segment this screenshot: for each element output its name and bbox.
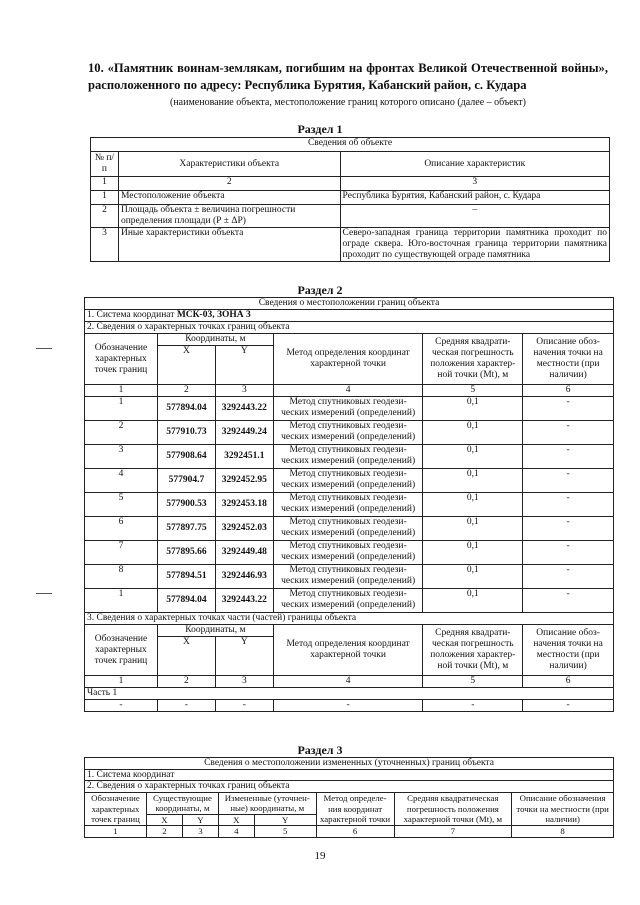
row-description: – xyxy=(340,205,609,228)
index-cell: 6 xyxy=(523,676,614,688)
header-method: Метод определения координат характерной точки xyxy=(273,334,423,385)
table-row xyxy=(85,421,614,445)
index-cell: 8 xyxy=(512,826,614,838)
header-y: Y xyxy=(215,346,273,385)
section-3-title: Раздел 3 xyxy=(297,743,343,757)
header-point-description: Описание обоз-начения точки на местности (при наличии) xyxy=(523,625,614,676)
error-cell: 0,1 xyxy=(423,421,523,445)
method-cell: Метод спутниковых геодези-ческих измерений (определений) xyxy=(273,589,423,613)
header-characteristic: Характеристики объекта xyxy=(118,152,340,177)
coord-x: 577894.04 xyxy=(157,589,215,613)
part-cell: - xyxy=(423,700,523,712)
table-row xyxy=(85,469,614,493)
table-row xyxy=(85,541,614,565)
index-cell: 3 xyxy=(182,826,218,838)
coord-y: 3292443.22 xyxy=(215,589,273,613)
error-cell: 0,1 xyxy=(423,445,523,469)
method-cell: Метод спутниковых геодези-ческих измерений (определений) xyxy=(273,397,423,421)
index-cell: 2 xyxy=(157,385,215,397)
description-cell: - xyxy=(523,493,614,517)
section-2-table xyxy=(84,297,614,712)
section-1-title: Раздел 1 xyxy=(297,122,343,136)
header-changed-coordinates: Измененные (уточнен-ные) координаты, м xyxy=(218,792,316,814)
point-id: 3 xyxy=(85,445,158,469)
header-x: X xyxy=(218,814,254,826)
header-x: X xyxy=(157,346,215,385)
index-cell: 6 xyxy=(523,385,614,397)
description-cell: - xyxy=(523,469,614,493)
description-cell: - xyxy=(523,517,614,541)
row-description: Северо-западная граница территории памятника проходит по ограде сквера. Юго-восточная граница территории памятника проходит по существующей ограде памятника xyxy=(340,228,609,262)
index-cell: 1 xyxy=(85,676,158,688)
coord-x: 577900.53 xyxy=(157,493,215,517)
point-id: 7 xyxy=(85,541,158,565)
index-cell: 1 xyxy=(91,177,119,191)
table-row xyxy=(91,205,610,228)
description-cell: - xyxy=(523,421,614,445)
description-cell: - xyxy=(523,445,614,469)
header-error: Средняя квадрати-ческая погрешность положения характер-ной точки (Mt), м xyxy=(423,334,523,385)
section-3-table xyxy=(84,757,614,838)
index-cell: 3 xyxy=(215,385,273,397)
point-id: 6 xyxy=(85,517,158,541)
header-description: Описание характеристик xyxy=(340,152,609,177)
header-x: X xyxy=(146,814,182,826)
row-number: 2 xyxy=(91,205,119,228)
header-point-description: Описание обозначения точки на местности (при наличии) xyxy=(512,792,614,826)
index-cell: 4 xyxy=(218,826,254,838)
header-point: Обозначение характерных точек границ xyxy=(85,334,158,385)
index-cell: 5 xyxy=(423,676,523,688)
table-row xyxy=(85,493,614,517)
coord-x: 577897.75 xyxy=(157,517,215,541)
object-subnote: (наименование объекта, местоположение границ которого описано (далее – объект) xyxy=(169,97,527,108)
point-id: 1 xyxy=(85,589,158,613)
table-row xyxy=(85,445,614,469)
table-row xyxy=(85,589,614,613)
header-point: Обозначение характерных точек границ xyxy=(85,792,147,826)
coordinate-system-label: 1. Система координат xyxy=(87,310,177,320)
row-characteristic: Иные характеристики объекта xyxy=(118,228,340,262)
coord-y: 3292443.22 xyxy=(215,397,273,421)
part-cell: - xyxy=(85,700,158,712)
row-number: 1 xyxy=(91,191,119,205)
point-id: 5 xyxy=(85,493,158,517)
index-cell: 2 xyxy=(118,177,340,191)
section-2-title: Раздел 2 xyxy=(297,283,343,297)
index-cell: 6 xyxy=(316,826,394,838)
points-body xyxy=(85,397,614,613)
coord-y: 3292451.1 xyxy=(215,445,273,469)
coord-y: 3292452.03 xyxy=(215,517,273,541)
points-label: 2. Сведения о характерных точках границ объекта xyxy=(85,322,614,334)
error-cell: 0,1 xyxy=(423,565,523,589)
point-id: 4 xyxy=(85,469,158,493)
index-cell: 5 xyxy=(254,826,316,838)
section-3-caption: Сведения о местоположении измененных (уточненных) границ объекта xyxy=(85,758,614,770)
part-cell: - xyxy=(523,700,614,712)
coord-y: 3292452.95 xyxy=(215,469,273,493)
error-cell: 0,1 xyxy=(423,541,523,565)
section-1-table xyxy=(90,137,610,262)
index-cell: 2 xyxy=(146,826,182,838)
table-row xyxy=(85,517,614,541)
description-cell: - xyxy=(523,541,614,565)
method-cell: Метод спутниковых геодези-ческих измерений (определений) xyxy=(273,493,423,517)
method-cell: Метод спутниковых геодези-ческих измерений (определений) xyxy=(273,517,423,541)
part-label: 3. Сведения о характерных точках части (частей) границы объекта xyxy=(85,613,614,625)
index-cell: 3 xyxy=(215,676,273,688)
error-cell: 0,1 xyxy=(423,589,523,613)
error-cell: 0,1 xyxy=(423,493,523,517)
point-id: 1 xyxy=(85,397,158,421)
index-cell: 4 xyxy=(273,385,423,397)
page-number: 19 xyxy=(314,850,326,862)
part-cell: - xyxy=(215,700,273,712)
header-coordinates: Координаты, м xyxy=(157,334,273,346)
row-description: Республика Бурятия, Кабанский район, с. Кудара xyxy=(340,191,609,205)
index-cell: 7 xyxy=(394,826,512,838)
method-cell: Метод спутниковых геодези-ческих измерений (определений) xyxy=(273,541,423,565)
coord-y: 3292449.48 xyxy=(215,541,273,565)
table-row xyxy=(85,397,614,421)
row-number: 3 xyxy=(91,228,119,262)
description-cell: - xyxy=(523,397,614,421)
header-coordinates: Координаты, м xyxy=(157,625,273,637)
method-cell: Метод спутниковых геодези-ческих измерений (определений) xyxy=(273,421,423,445)
header-existing-coordinates: Существующие координаты, м xyxy=(146,792,218,814)
coord-y: 3292453.18 xyxy=(215,493,273,517)
coord-x: 577908.64 xyxy=(157,445,215,469)
part-cell: - xyxy=(273,700,423,712)
binding-mark xyxy=(36,348,52,349)
table-row xyxy=(91,228,610,262)
description-cell: - xyxy=(523,565,614,589)
coord-x: 577904.7 xyxy=(157,469,215,493)
coord-y: 3292449.24 xyxy=(215,421,273,445)
header-point: Обозначение характерных точек границ xyxy=(85,625,158,676)
method-cell: Метод спутниковых геодези-ческих измерений (определений) xyxy=(273,469,423,493)
error-cell: 0,1 xyxy=(423,397,523,421)
header-number: № п/п xyxy=(91,152,119,177)
table-row xyxy=(85,565,614,589)
table-row xyxy=(91,191,610,205)
index-cell: 5 xyxy=(423,385,523,397)
point-id: 8 xyxy=(85,565,158,589)
header-y: Y xyxy=(254,814,316,826)
section-1-caption: Сведения об объекте xyxy=(91,138,610,152)
header-point-description: Описание обоз-начения точки на местности (при наличии) xyxy=(523,334,614,385)
coord-y: 3292446.93 xyxy=(215,565,273,589)
index-cell: 1 xyxy=(85,385,158,397)
object-heading: 10. «Памятник воинам-землякам, погибшим на фронтах Великой Отечественной войны», расположенного по адресу: Республика Бурятия, Кабанский район, с. Кудара xyxy=(88,61,608,92)
part-cell: - xyxy=(157,700,215,712)
header-y: Y xyxy=(182,814,218,826)
header-y: Y xyxy=(215,637,273,676)
coordinate-system-value: МСК-03, ЗОНА 3 xyxy=(176,310,251,320)
part-name: Часть 1 xyxy=(85,688,614,700)
table-row xyxy=(85,700,614,712)
coord-x: 577894.51 xyxy=(157,565,215,589)
row-characteristic: Местоположение объекта xyxy=(118,191,340,205)
header-method: Метод определе-ния координат характерной точки xyxy=(316,792,394,826)
row-characteristic: Площадь объекта ± величина погрешности определения площади (Р ± ΔР) xyxy=(118,205,340,228)
description-cell: - xyxy=(523,589,614,613)
method-cell: Метод спутниковых геодези-ческих измерений (определений) xyxy=(273,445,423,469)
point-id: 2 xyxy=(85,421,158,445)
coord-x: 577910.73 xyxy=(157,421,215,445)
coord-x: 577895.66 xyxy=(157,541,215,565)
header-method: Метод определения координат характерной точки xyxy=(273,625,423,676)
header-error: Средняя квадратическая погрешность положения характерной точки (Mt), м xyxy=(394,792,512,826)
binding-mark xyxy=(36,593,52,594)
coord-x: 577894.04 xyxy=(157,397,215,421)
section-2-caption: Сведения о местоположении границ объекта xyxy=(85,298,614,310)
points-label: 2. Сведения о характерных точках границ объекта xyxy=(85,781,614,793)
error-cell: 0,1 xyxy=(423,517,523,541)
coordinate-system-row xyxy=(85,310,614,322)
index-cell: 2 xyxy=(157,676,215,688)
coordinate-system-label: 1. Система координат xyxy=(85,769,614,781)
header-x: X xyxy=(157,637,215,676)
index-cell: 3 xyxy=(340,177,609,191)
header-error: Средняя квадрати-ческая погрешность положения характер-ной точки (Mt), м xyxy=(423,625,523,676)
method-cell: Метод спутниковых геодези-ческих измерений (определений) xyxy=(273,565,423,589)
index-cell: 1 xyxy=(85,826,147,838)
error-cell: 0,1 xyxy=(423,469,523,493)
index-cell: 4 xyxy=(273,676,423,688)
